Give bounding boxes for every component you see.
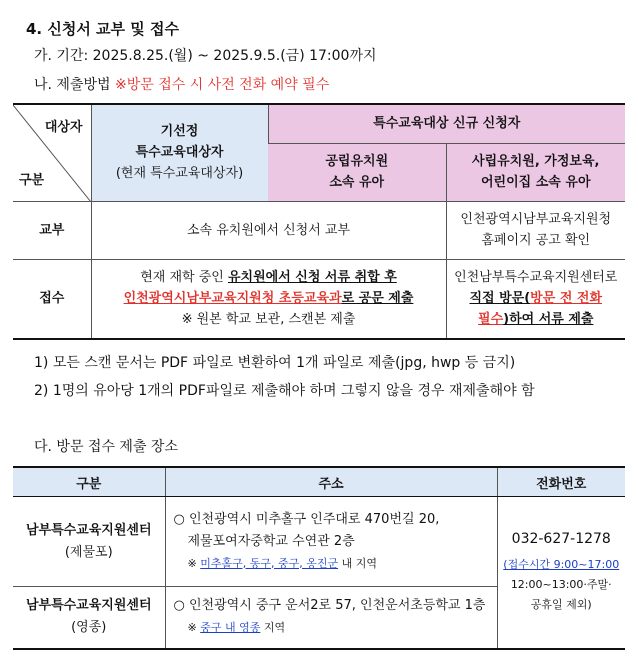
hours-line2: 12:00~13:00·주말· — [510, 578, 612, 592]
public-kindergarten-header — [268, 143, 446, 201]
visit-location-table — [13, 466, 625, 650]
receipt-p-line3-b: )하여 서류 제출 — [503, 312, 594, 328]
jemulpo-address-line2: 제물포여자중학교 수연관 2층 — [187, 533, 355, 549]
center-jemulpo-sub: (제물포) — [64, 544, 113, 560]
receipt-p-line3-a: 필수 — [478, 312, 504, 328]
issue-private-line2: 홈페이지 공고 확인 — [481, 233, 591, 248]
yeongjong-address-line: ○ 인천광역시 중구 운서2로 57, 인천운서초등학교 1층 — [173, 598, 486, 614]
private-header-line2: 어린이집 소속 유아 — [480, 175, 591, 190]
diag-category-label: 구분 — [19, 172, 45, 188]
header-category: 구분 — [13, 467, 165, 497]
center-jemulpo-name: 남부특수교육지원센터 — [25, 522, 152, 538]
diagonal-header-cell — [13, 104, 91, 201]
period-label: 가. 기간: — [34, 48, 93, 64]
receipt-private-cell — [446, 259, 625, 339]
jemulpo-area-link[interactable]: 미추홀구, 동구, 중구, 옹진군 — [200, 556, 339, 570]
receipt-row-label: 접수 — [39, 291, 65, 307]
period-value: 2025.8.25.(월) ~ 2025.9.5.(금) 17:00까지 — [92, 48, 377, 64]
yeongjong-area-line — [174, 617, 497, 639]
receipt-p-line2 — [447, 288, 626, 309]
center-yeongjong-name: 남부특수교육지원센터 — [25, 598, 152, 614]
header-phone: 전화번호 — [497, 467, 625, 497]
note-1: 1) 모든 스캔 문서는 PDF 파일로 변환하여 1개 파일로 제출(jpg, hwp 등 금지) — [34, 355, 516, 371]
hours-line3: 공휴일 제외) — [530, 598, 592, 612]
receipt-p-line3 — [447, 309, 626, 330]
method-label: 나. 제출방법 — [34, 77, 115, 93]
note-2: 2) 1명의 유아당 1개의 PDF파일로 제출해야 하며 그렇지 않을 경우 재제출해야 함 — [34, 383, 535, 399]
jemulpo-address-cell — [165, 497, 497, 587]
phone-number: 032-627-1278 — [511, 531, 611, 548]
yeongjong-area-suffix: 지역 — [260, 621, 286, 635]
issue-row-label: 교부 — [13, 201, 91, 259]
yeongjong-area-prefix: ※ — [187, 621, 201, 635]
receipt-line2 — [92, 288, 446, 309]
receipt-p-line2-a: 직접 방문( — [469, 291, 531, 307]
period-line — [34, 45, 377, 65]
jemulpo-area-prefix: ※ — [187, 556, 201, 570]
jemulpo-area-suffix: 내 지역 — [338, 556, 377, 570]
private-header — [446, 143, 625, 201]
existing-header-line2: 특수교육대상자 — [135, 145, 224, 161]
center-yeongjong-sub: (영종) — [71, 620, 107, 636]
center-yeongjong — [13, 587, 165, 649]
center-jemulpo — [13, 497, 165, 587]
section-da-title: 다. 방문 접수 제출 장소 — [34, 439, 178, 455]
diag-target-label: 대상자 — [44, 120, 83, 135]
issue-private-line1: 인천광역시남부교육지원청 — [460, 212, 612, 227]
phone-cell — [497, 497, 625, 649]
application-table — [13, 103, 625, 340]
new-applicant-header: 특수교육대상 신규 신청자 — [268, 104, 625, 143]
receipt-p-line2-b: 방문 전 전화 — [530, 291, 603, 307]
method-note: ※방문 접수 시 사전 전화 예약 필수 — [114, 77, 330, 93]
receipt-line1 — [92, 267, 446, 288]
receipt-line2-b: 로 공문 제출 — [341, 291, 414, 307]
existing-header-line1: 기선정 — [160, 124, 199, 140]
section-title: 4. 신청서 교부 및 접수 — [26, 20, 179, 38]
public-header-line1: 공립유치원 — [325, 154, 389, 169]
yeongjong-area-link[interactable]: 중구 내 영종 — [200, 621, 261, 635]
private-header-line1: 사립유치원, 가정보육, — [472, 154, 600, 169]
jemulpo-address-line1: ○ 인천광역시 미추홀구 인주대로 470번길 20, — [173, 511, 440, 527]
jemulpo-area-line — [174, 553, 497, 575]
receipt-line3: ※ 원본 학교 보관, 스캔본 제출 — [181, 312, 356, 328]
receipt-line1-a: 현재 재학 중인 — [140, 270, 228, 286]
hours-line1: (접수시간 9:00~17:00 — [503, 558, 620, 572]
receipt-line2-a: 인천광역시남부교육지원청 초등교육과 — [123, 291, 342, 307]
receipt-line1-b: 유치원에서 신청 서류 취합 후 — [227, 270, 397, 286]
yeongjong-address-cell — [165, 587, 497, 649]
existing-header-line3: (현재 특수교육대상자) — [115, 166, 244, 182]
receipt-existing-cell — [91, 259, 446, 339]
issue-existing-cell: 소속 유치원에서 신청서 교부 — [91, 201, 446, 259]
method-line — [34, 74, 329, 94]
public-header-line2: 소속 유아 — [329, 175, 385, 190]
existing-header — [91, 104, 268, 201]
header-address: 주소 — [165, 467, 497, 497]
issue-private-cell — [446, 201, 625, 259]
receipt-p-line1: 인천남부특수교육지원센터로 — [454, 270, 618, 286]
